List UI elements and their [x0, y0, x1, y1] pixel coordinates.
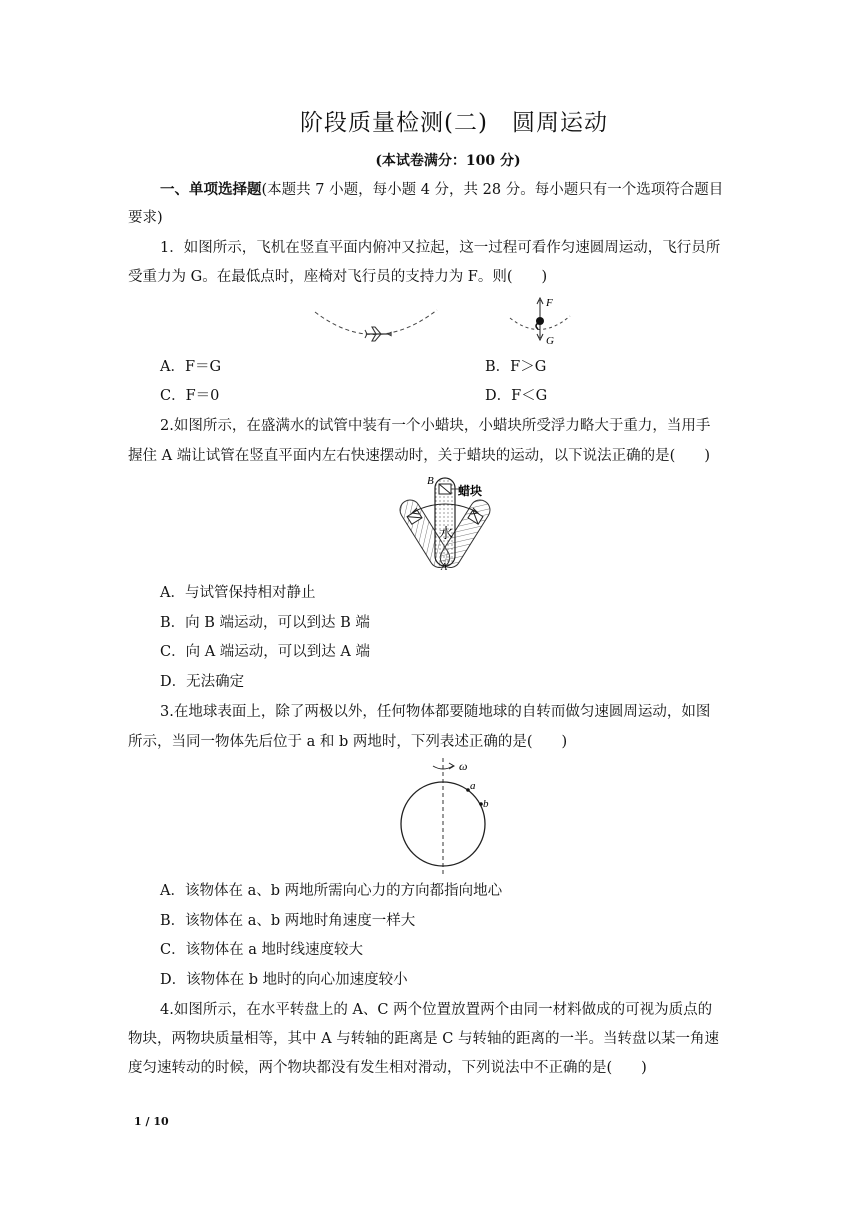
q3-option-d[interactable]: D．该物体在 b 地时的向心加速度较小: [160, 972, 408, 988]
q2-text-line2: 握住 A 端让试管在竖直平面内左右快速摆动时，关于蜡块的运动，以下说法正确的是( ): [128, 448, 711, 464]
tube-end-a-label: A: [441, 562, 448, 572]
q1-option-a[interactable]: A．F＝G: [160, 359, 222, 375]
section-heading: 一、单项选择题: [160, 181, 262, 198]
point-a-label: a: [470, 780, 476, 792]
q4-text-line2: 物块，两物块质量相等，其中 A 与转轴的距离是 C 与转轴的距离的一半。当转盘以某一角速: [128, 1031, 719, 1047]
section-description-cont: 要求): [128, 210, 163, 226]
airplane-icon: [365, 327, 391, 341]
section-heading-line: [160, 180, 723, 200]
q1-text-line2: 受重力为 G。在最低点时，座椅对飞行员的支持力为 F。则( ): [128, 269, 548, 285]
q3-figure: [395, 756, 505, 876]
q2-option-a[interactable]: A．与试管保持相对静止: [160, 585, 316, 601]
tube-center: [435, 478, 455, 566]
page-number: 1 / 10: [134, 1115, 169, 1128]
q3-option-c[interactable]: C．该物体在 a 地时线速度较大: [160, 942, 363, 958]
q2-text-line1: 2.如图所示，在盛满水的试管中装有一个小蜡块，小蜡块所受浮力略大于重力，当用手: [160, 418, 711, 434]
section-description: (本题共 7 小题，每小题 4 分，共 28 分。每小题只有一个选项符合题目: [261, 182, 724, 198]
q4-text-line3: 度匀速转动的时候，两个物块都没有发生相对滑动，下列说法中不正确的是( ): [128, 1060, 647, 1076]
q1-option-d[interactable]: D．F＜G: [485, 388, 548, 404]
omega-label: ω: [459, 759, 468, 773]
q1-figure: [300, 296, 600, 352]
q4-text-line1: 4.如图所示，在水平转盘上的 A、C 两个位置放置两个由同一材料做成的可视为质点的: [160, 1002, 713, 1018]
force-G-label: G: [546, 335, 554, 347]
q2-option-b[interactable]: B．向 B 端运动，可以到达 B 端: [160, 615, 370, 631]
q1-option-c[interactable]: C．F＝0: [160, 388, 220, 404]
q2-option-c[interactable]: C．向 A 端运动，可以到达 A 端: [160, 644, 370, 660]
q3-text-line2: 所示，当同一物体先后位于 a 和 b 两地时，下列表述正确的是( ): [128, 734, 568, 750]
q2-figure: [375, 472, 520, 572]
flight-path-arc: [315, 310, 437, 335]
point-b-label: b: [483, 798, 489, 810]
tube-end-b-label: B: [427, 475, 434, 487]
q1-text-line1: 1．如图所示，飞机在竖直平面内俯冲又拉起，这一过程可看作匀速圆周运动，飞行员所: [160, 240, 721, 256]
q3-option-a[interactable]: A．该物体在 a、b 两地所需向心力的方向都指向地心: [160, 883, 503, 899]
page-subtitle: (本试卷满分：100 分): [375, 153, 521, 169]
force-F-label: F: [546, 297, 553, 309]
q1-option-b[interactable]: B．F＞G: [485, 359, 547, 375]
q3-text-line1: 3.在地球表面上，除了两极以外，任何物体都要随地球的自转而做匀速圆周运动，如图: [160, 704, 711, 720]
q2-option-d[interactable]: D．无法确定: [160, 674, 245, 690]
page-title: 阶段质量检测(二) 圆周运动: [300, 110, 608, 136]
wax-label: 蜡块: [458, 484, 483, 498]
q3-option-b[interactable]: B．该物体在 a、b 两地时角速度一样大: [160, 913, 416, 929]
water-label: 水: [439, 526, 453, 542]
